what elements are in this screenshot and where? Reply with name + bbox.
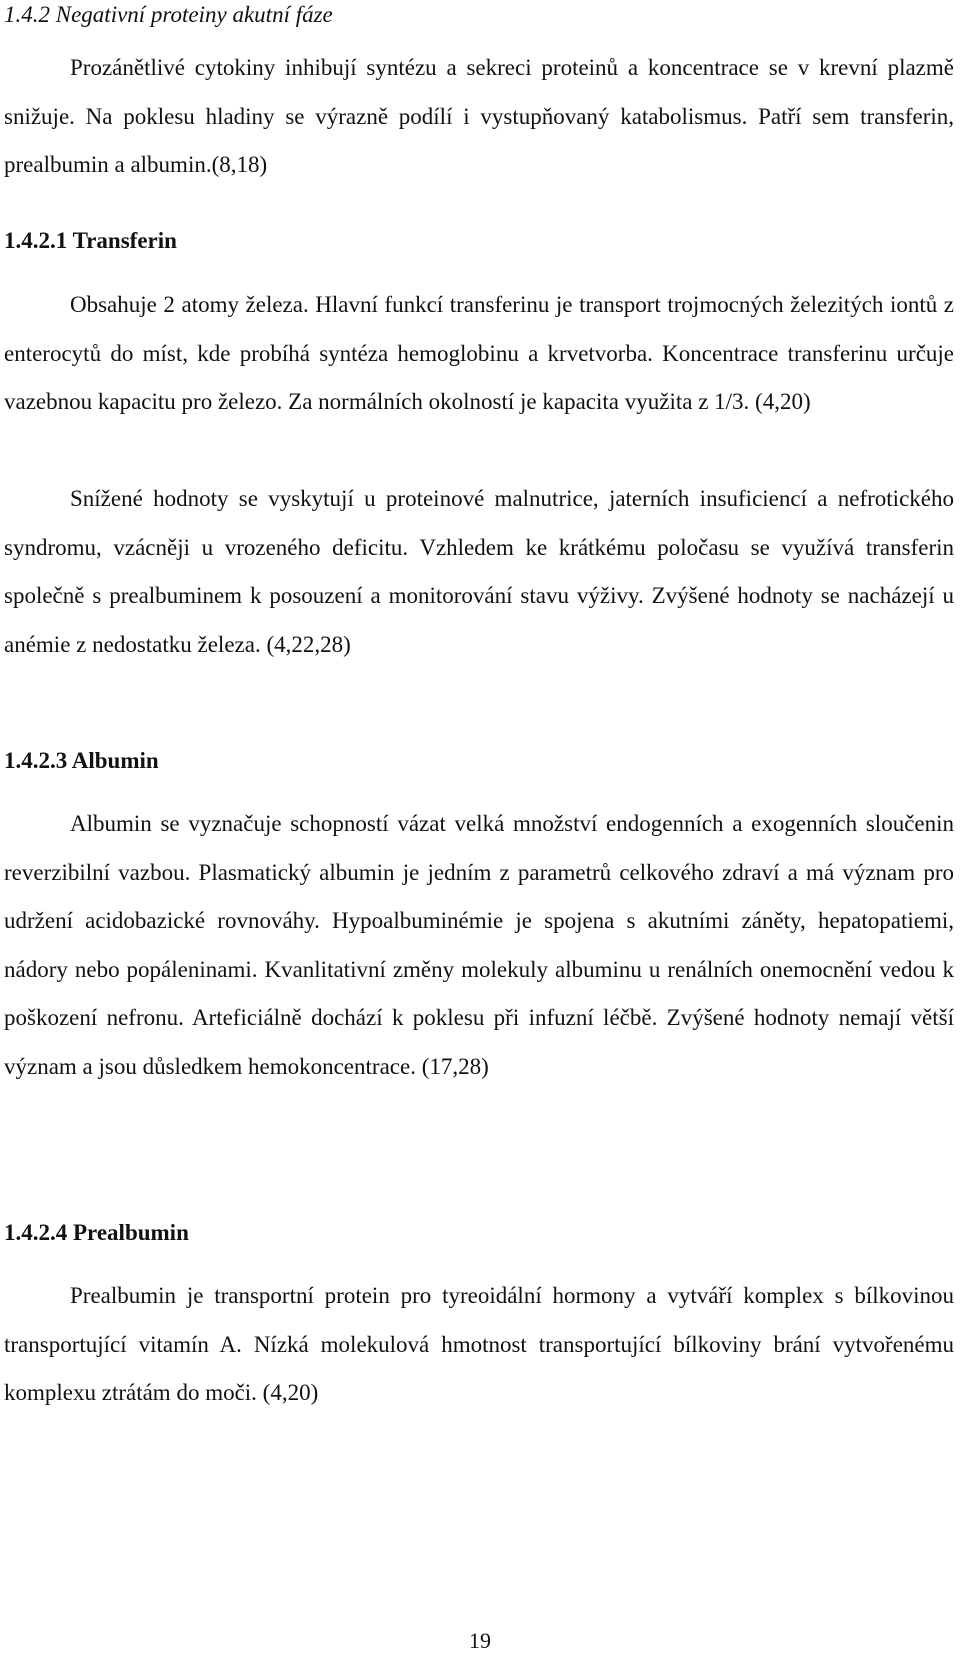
paragraph-albumin: Albumin se vyznačuje schopností vázat velká množství endogenních a exogenních sloučenin reverzibilní vazbou. Plasmatický albumin je jedním z parametrů celkového zdraví a má význam pro udržení acidobazické rovnováhy. Hypoalbuminémie je spojena s akutními záněty, hepatopatiemi, nádory nebo popáleninami. Kvanlitativní změny molekuly albuminu u renálních onemocnění vedou k poškození nefronu. Arteficiálně dochází k poklesu při infuzní léčbě. Zvýšené hodnoty nemají větší význam a jsou důsledkem hemokoncentrace. (17,28) — [4, 811, 954, 1079]
paragraph-transferin-2: Snížené hodnoty se vyskytují u proteinové malnutrice, jaterních insuficiencí a nefrotického syndromu, vzácněji u vrozeného deficitu. Vzhledem ke krátkému poločasu se využívá transferin společně s prealbuminem k posouzení a monitorování stavu výživy. Zvýšené hodnoty se nacházejí u anémie z nedostatku železa. (4,22,28) — [4, 486, 954, 657]
subsection-heading-transferin: 1.4.2.1 Transferin — [4, 228, 177, 253]
paragraph-prealbumin: Prealbumin je transportní protein pro tyreoidální hormony a vytváří komplex s bílkovinou transportující vitamín A. Nízká molekulová hmotnost transportující bílkoviny brání vytvořenému komplexu ztrátám do moči. (4,20) — [4, 1283, 954, 1405]
subsection-heading-albumin: 1.4.2.3 Albumin — [4, 748, 159, 773]
section-heading-negative-proteins: 1.4.2 Negativní proteiny akutní fáze — [4, 2, 333, 27]
paragraph-negative-proteins: Prozánětlivé cytokiny inhibují syntézu a sekreci proteinů a koncentrace se v krevní plazmě snižuje. Na poklesu hladiny se výrazně podílí i vystupňovaný katabolismus. Patří sem transferin, prealbumin a albumin.(8,18) — [4, 55, 954, 177]
page-number: 19 — [469, 1628, 491, 1653]
paragraph-transferin-1: Obsahuje 2 atomy železa. Hlavní funkcí transferinu je transport trojmocných železitých iontů z enterocytů do míst, kde probíhá syntéza hemoglobinu a krvetvorba. Koncentrace transferinu určuje vazebnou kapacitu pro železo. Za normálních okolností je kapacita využita z 1/3. (4,20) — [4, 292, 954, 414]
subsection-heading-prealbumin: 1.4.2.4 Prealbumin — [4, 1220, 189, 1245]
